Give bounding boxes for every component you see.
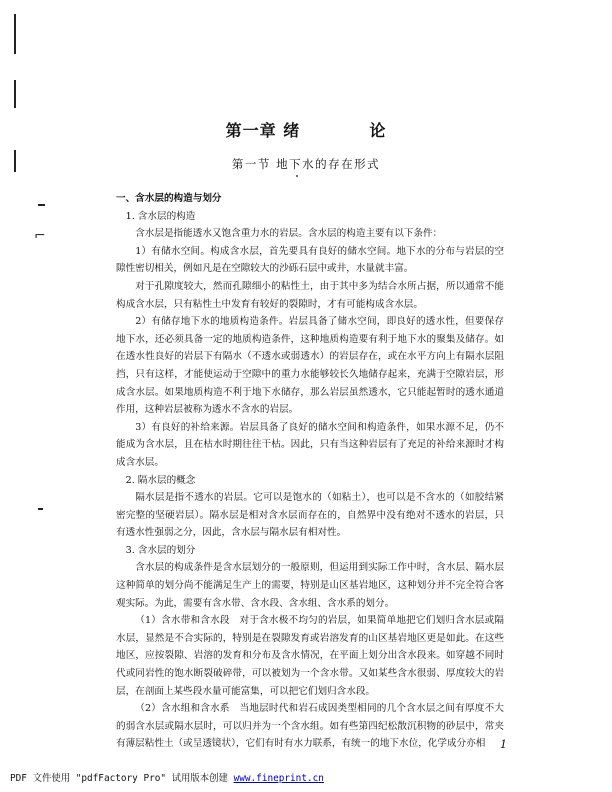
scan-artifact-dash xyxy=(38,508,43,510)
scan-artifact-bar xyxy=(14,14,16,54)
paragraph: 对于孔隙度较大，然而孔隙细小的粘性土，由于其中多为结合水所占据，所以通常不能构成含水层，只有粘性土中发育有较好的裂隙时，才有可能构成含水层。 xyxy=(116,280,504,310)
scan-artifact-dash xyxy=(38,204,45,206)
subsection-heading: 3. 含水层的划分 xyxy=(125,544,196,556)
scan-artifact-bar xyxy=(14,80,16,108)
paragraph: 含水层是指能透水又饱含重力水的岩层。含水层的构造主要有以下条件： xyxy=(135,228,443,240)
section-heading: 一、含水层的构造与划分 xyxy=(116,193,222,204)
chapter-title xyxy=(0,118,612,141)
subsection-heading: 1. 含水层的构造 xyxy=(125,210,196,222)
paragraph: 1）有储水空间。构成含水层，首先要具有良好的储水空间。地下水的分布与岩层的空隙性密切相关，例如凡是在空隙较大的沙砾石层中或井，水量就丰富。 xyxy=(116,245,504,275)
paragraph: 含水层的构成条件是含水层划分的一般原则，但运用到实际工作中时，含水层、隔水层这种简单的划分尚不能满足生产上的需要，特别是山区基岩地区，这种划分并不完全符合客观实际。为此，需要有含水带、含水段、含水组、含水系的划分。 xyxy=(116,562,504,609)
page-number: 1 xyxy=(500,738,507,751)
paragraph: （1）含水带和含水段 对于含水极不均匀的岩层，如果简单地把它们划归含水层或隔水层，显然是不合实际的，特别是在裂隙发育或岩溶发育的山区基岩地区更是如此。在这些地区，应按裂隙、岩溶的发育和分布及含水情况，在平面上划分出含水段来。如穿越不同时代或同岩性的饱水断裂破碎带，可以被划为一个含水带。又如某些含水很弱、厚度较大的岩层，在剖面上某些段水量可能富集，可以把它们划归含水段。 xyxy=(116,615,504,697)
paragraph: 2）有储存地下水的地质构造条件。岩层具备了储水空间，即良好的透水性，但要保存地下水，还必须具备一定的地质构造条件，这种地质构造要有利于地下水的聚集及储存。如在透水性良好的岩层下有隔水（不透水或弱透水）的岩层存在，或在水平方向上有隔水层阻挡，只有这样，才能使运动于空隙中的重力水能够较长久地储存起来，充满于空隙岩层，形成含水层。如果地质构造不利于地下水储存，那么岩层虽然透水，它只能起暂时的透水通道作用，这种岩层被称为透水不含水的岩层。 xyxy=(116,316,504,416)
section-title: 第一节 地下水的存在形式 xyxy=(231,157,381,171)
chapter-label: 第一章 xyxy=(225,121,277,140)
scan-artifact-dot xyxy=(296,175,298,177)
scan-artifact-curve: ⌐ xyxy=(34,228,46,244)
subsection-heading: 2. 隔水层的概念 xyxy=(125,474,196,486)
paragraph: 隔水层是指不透水的岩层。它可以是饱水的（如粘土），也可以是不含水的（如胶结紧密完整的坚硬岩层）。隔水层是相对含水层而存在的，自然界中没有绝对不透水的岩层，只有透水性强弱之分，因此，含水层与隔水层有相对性。 xyxy=(116,492,504,539)
paragraph: 3）有良好的补给来源。岩层具备了良好的储水空间和构造条件，如果水源不足，仍不能成为含水层，且在枯水时期往往干枯。因此，只有当这种岩层有了充足的补给来源时才构成含水层。 xyxy=(116,421,504,468)
pdf-footer xyxy=(10,770,324,784)
paragraph: （2）含水组和含水系 当地层时代和岩石成因类型相同的几个含水层之间有厚度不大的弱含水层或隔水层时，可以归并为一个含水组。如有些第四纪松散沉积物的砂层中，常夹有薄层粘性土（或呈透镜状），它们有时有水力联系，有统一的地下水位，化学成分亦相 xyxy=(116,703,504,750)
chapter-title-part-b: 论 xyxy=(369,121,387,140)
chapter-title-part-a: 绪 xyxy=(283,121,301,140)
body-text xyxy=(116,190,504,753)
footer-link[interactable]: www.fineprint.cn xyxy=(233,773,324,784)
footer-text: PDF 文件使用 "pdfFactory Pro" 试用版本创建 xyxy=(10,773,228,784)
